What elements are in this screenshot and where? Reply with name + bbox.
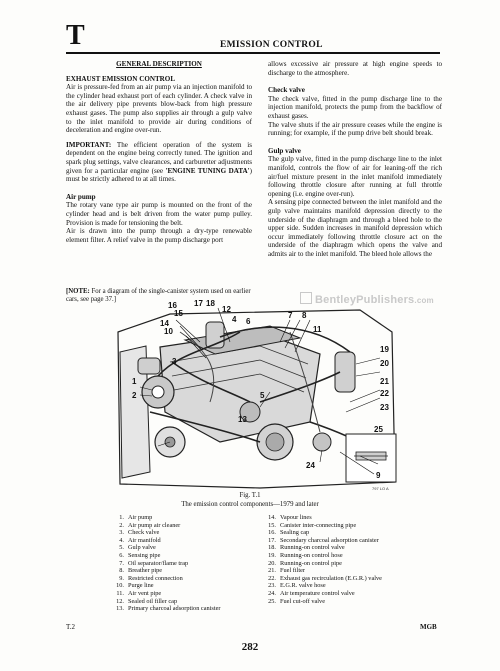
callout-5: 5	[260, 391, 265, 400]
exhaust-emission-heading: EXHAUST EMISSION CONTROL	[66, 74, 176, 83]
legend-item: 21. Fuel filter	[268, 567, 306, 575]
legend-item: 19. Running-on control hose	[268, 551, 343, 559]
important-text: The efficient operation of the system is dependent on the engine being correctly tuned. The ignition and spark plug settings, valve clearances, and carburetter adjustments given for a particular engine (see	[66, 140, 252, 175]
legend-item: 17. Secondary charcoal adsorption canister	[268, 536, 379, 544]
legend-item: 5. Gulp valve	[119, 544, 156, 552]
callout-4: 4	[232, 315, 237, 324]
callout-9: 9	[376, 471, 381, 480]
legend-item: 7. Oil separator/flame trap	[119, 559, 189, 567]
legend-item: 23. E.G.R. valve hose	[268, 582, 326, 590]
header-rule	[66, 52, 440, 54]
egr-valve	[313, 433, 331, 451]
charcoal-canister-primary	[335, 352, 355, 392]
legend-item: 20. Running-on control pipe	[268, 559, 342, 567]
legend-item: 11. Air vent pipe	[116, 589, 162, 597]
legend-item: 18. Running-on control valve	[268, 544, 345, 552]
legend-item: 6. Sensing pipe	[119, 551, 161, 559]
callout-23: 23	[380, 403, 389, 412]
exhaust-emission-text: Air is pressure-fed from an air pump via an injection manifold to the cylinder head exhaust port of each cylinder. A check valve in the air delivery pipe prevents blow-back from high pressure exhaust gases. The pump also supplies air through a gulp valve to the inlet manifold to provide air during conditions of deceleration and engine over-run.	[66, 83, 252, 135]
emission-control-figure	[110, 292, 400, 492]
section-letter: T	[66, 20, 85, 51]
figure-number: Fig. T.1	[239, 492, 261, 499]
legend-item: 3. Check valve	[119, 529, 160, 537]
page-header-title: EMISSION CONTROL	[220, 40, 323, 50]
legend-item: 8. Breather pipe	[119, 567, 163, 575]
callout-22: 22	[380, 389, 389, 398]
callout-17: 17	[194, 299, 203, 308]
legend-item: 14. Vapour lines	[268, 514, 312, 521]
callout-6: 6	[246, 317, 251, 326]
callout-14: 14	[160, 319, 169, 328]
check-valve-heading: Check valve	[268, 86, 305, 95]
legend-item: 16. Sealing cap	[268, 529, 310, 537]
legend-item: 22. Exhaust gas recirculation (E.G.R.) valve	[268, 574, 382, 582]
gulp-valve-text-1: The gulp valve, fitted in the pump discharge line to the inlet manifold, controls the flow of air for leaning-off the rich air/fuel mixture present in the inlet manifold immediately following throttle closure after running at full throttle opening (i.e. engine over-run).	[268, 155, 442, 198]
air-pump-heading: Air pump	[66, 192, 96, 201]
right-column	[268, 60, 442, 258]
legend-item: 1. Air pump	[119, 514, 153, 521]
legend-item: 10. Purge line	[116, 582, 154, 590]
gulp-valve-heading: Gulp valve	[268, 146, 301, 155]
check-valve-text-2: The valve shuts if the air pressure ceases while the engine is running; for example, if the pump drive belt should break.	[268, 120, 442, 138]
callout-8: 8	[302, 311, 307, 320]
footer-model: MGB	[420, 623, 437, 631]
callout-12: 12	[222, 305, 231, 314]
important-tail: ) must be strictly adhered to at all times.	[66, 166, 252, 184]
legend-item: 12. Sealed oil filler cap	[116, 597, 178, 605]
note-text: For a diagram of the single-canister system used on earlier cars, see page 37.]	[66, 288, 251, 303]
important-paragraph	[66, 141, 252, 184]
callout-10: 10	[164, 327, 173, 336]
figure-code: 797 LO A	[372, 486, 389, 491]
engine-tuning-data-ref: 'ENGINE TUNING DATA'	[165, 166, 250, 175]
general-description-heading: GENERAL DESCRIPTION	[116, 60, 202, 68]
callout-19: 19	[380, 345, 389, 354]
air-pump-text-1: The rotary vane type air pump is mounted on the front of the cylinder head and is belt driven from the water pump pulley. Provision is made for tensioning the belt.	[66, 201, 252, 227]
publisher-logo-icon	[300, 292, 312, 304]
callout-1: 1	[132, 377, 137, 386]
watermark-suffix: .com	[414, 296, 434, 305]
footer-section-page: T.2	[66, 623, 76, 631]
legend-item: 9. Restricted connection	[119, 574, 183, 582]
callout-7: 7	[288, 311, 293, 320]
page-number: 282	[241, 641, 259, 653]
air-pump-text-2: Air is drawn into the pump through a dry-type renewable element filter. A relief valve in the pump discharge port	[66, 227, 252, 244]
legend-item: 13. Primary charcoal adsorption canister	[116, 605, 221, 613]
legend-left	[110, 514, 221, 613]
callout-13: 13	[238, 415, 247, 424]
left-column	[66, 60, 252, 244]
gulp-valve-text-2: A sensing pipe connected between the inlet manifold and the gulp valve maintains manifold depression directly to the underside of the diaphragm and through a bleed hole to the upper side. Sudden increases in manifold depression which occur immediately following throttle closure act on the underside of the diaphragm which opens the valve and admits air to the inlet manifold. The bleed hole allows the	[268, 198, 442, 258]
air-pump-cleaner	[138, 358, 160, 374]
callout-3: 3	[172, 357, 177, 366]
legend-right	[262, 514, 382, 605]
callout-16: 16	[168, 301, 177, 310]
callout-2: 2	[132, 391, 137, 400]
callout-25: 25	[374, 425, 383, 434]
important-label: IMPORTANT:	[66, 140, 112, 149]
legend-item: 4. Air manifold	[119, 536, 161, 544]
figure-caption: The emission control components—1979 and later	[181, 501, 319, 508]
publisher-watermark	[300, 292, 434, 306]
watermark-text: BentleyPublishers	[315, 294, 415, 306]
legend-item: 2. Air pump air cleaner	[119, 521, 181, 529]
callout-15: 15	[174, 309, 183, 318]
legend-item: 15. Canister inter-connecting pipe	[268, 521, 357, 529]
legend-item: 25. Fuel cut-off valve	[268, 597, 325, 605]
callout-11: 11	[313, 325, 322, 334]
callout-21: 21	[380, 377, 389, 386]
note-label: [NOTE:	[66, 288, 90, 295]
legend-item: 24. Air temperature control valve	[268, 589, 355, 597]
relief-valve-continuation: allows excessive air pressure at high engine speeds to discharge to the atmosphere.	[268, 60, 442, 77]
callout-24: 24	[306, 461, 315, 470]
callout-18: 18	[206, 299, 215, 308]
callout-20: 20	[380, 359, 389, 368]
check-valve-text-1: The check valve, fitted in the pump discharge line to the injection manifold, protects the pump from the backflow of exhaust gases.	[268, 94, 442, 120]
